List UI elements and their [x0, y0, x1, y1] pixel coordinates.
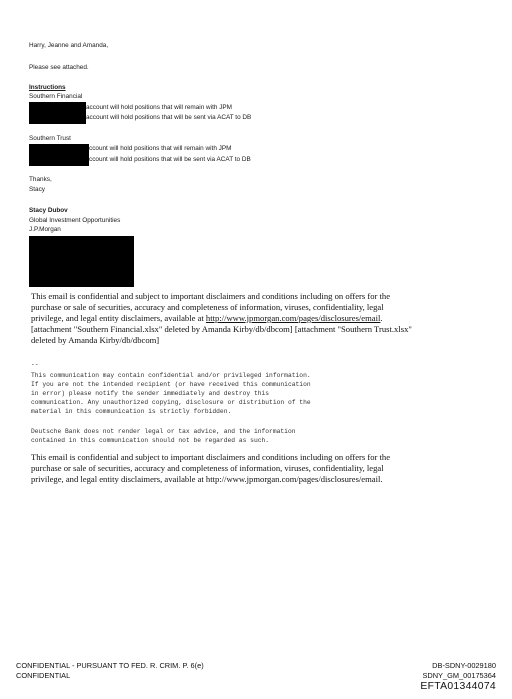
disclaimer-line: purchase or sale of securities, accuracy and completeness of information, viruses, confidentiality, legal: [31, 302, 384, 312]
instruction-line: account will hold positions that will remain with JPM: [86, 104, 232, 111]
redaction-block: [29, 144, 89, 166]
notice-line: in error) please notify the sender immediately and destroy this: [31, 390, 270, 397]
instruction-line: account will hold positions that will be sent via ACAT to DB: [86, 114, 252, 121]
disclaimer-line: purchase or sale of securities, accuracy and completeness of information, viruses, confidentiality, legal: [31, 463, 384, 473]
instruction-line: ccount will hold positions that will remain with JPM: [89, 145, 232, 152]
disclosures-link[interactable]: http://www.jpmorgan.com/pages/disclosures/email: [205, 313, 381, 323]
attachment-deleted-note: deleted by Amanda Kirby/db/dbcom]: [31, 335, 160, 345]
greeting: Harry, Jeanne and Amanda,: [29, 42, 109, 49]
notice-line: Deutsche Bank does not render legal or tax advice, and the information: [31, 428, 296, 435]
bates-number-sdny: SDNY_GM_00175364: [422, 671, 496, 680]
footer-confidential-notice: CONFIDENTIAL - PURSUANT TO FED. R. CRIM. P. 6(e): [16, 661, 204, 670]
redaction-block: [29, 102, 86, 124]
notice-line: contained in this communication should not be regarded as such.: [31, 437, 270, 444]
notice-line: This communication may contain confidential and/or privileged information.: [31, 372, 311, 379]
disclaimer-line: This email is confidential and subject to important disclaimers and conditions including on offers for the: [31, 452, 391, 462]
closing: Thanks,: [29, 176, 52, 183]
disclaimer-line: [31, 313, 383, 324]
notice-line: communication. Any unauthorized copying, disclosure or distribution of the: [31, 399, 311, 406]
footer-confidential-label: CONFIDENTIAL: [16, 671, 71, 680]
notice-line: material in this communication is strictly forbidden.: [31, 408, 232, 415]
redaction-block: [29, 236, 134, 287]
sender-first-name: Stacy: [29, 186, 45, 193]
signature-company: J.P.Morgan: [29, 226, 61, 233]
instructions-heading: Instructions: [29, 84, 66, 91]
bates-number-efta: EFTA01344074: [420, 681, 496, 692]
attachment-deleted-note: [attachment "Southern Financial.xlsx" deleted by Amanda Kirby/db/dbcom] [attachment "Southern Trust.xlsx": [31, 324, 412, 334]
intro-line: Please see attached.: [29, 64, 89, 71]
signature-name: Stacy Dubov: [29, 207, 68, 214]
separator: --: [31, 361, 39, 368]
bates-number-db: DB-SDNY-0029180: [432, 661, 496, 670]
instruction-line: ccount will hold positions that will be sent via ACAT to DB: [89, 156, 251, 163]
notice-line: If you are not the intended recipient (or have received this communication: [31, 381, 311, 388]
signature-title: Global Investment Opportunities: [29, 217, 121, 224]
disclaimer-line: privilege, and legal entity disclaimers, available at http://www.jpmorgan.com/pages/disclosures/email.: [31, 474, 383, 484]
disclaimer-text: privilege, and legal entity disclaimers, available at: [31, 313, 206, 323]
section-title-southern-financial: Southern Financial: [29, 93, 83, 100]
section-title-southern-trust: Southern Trust: [29, 135, 71, 142]
disclaimer-text: .: [380, 313, 383, 323]
disclaimer-line: This email is confidential and subject to important disclaimers and conditions including on offers for the: [31, 291, 391, 301]
